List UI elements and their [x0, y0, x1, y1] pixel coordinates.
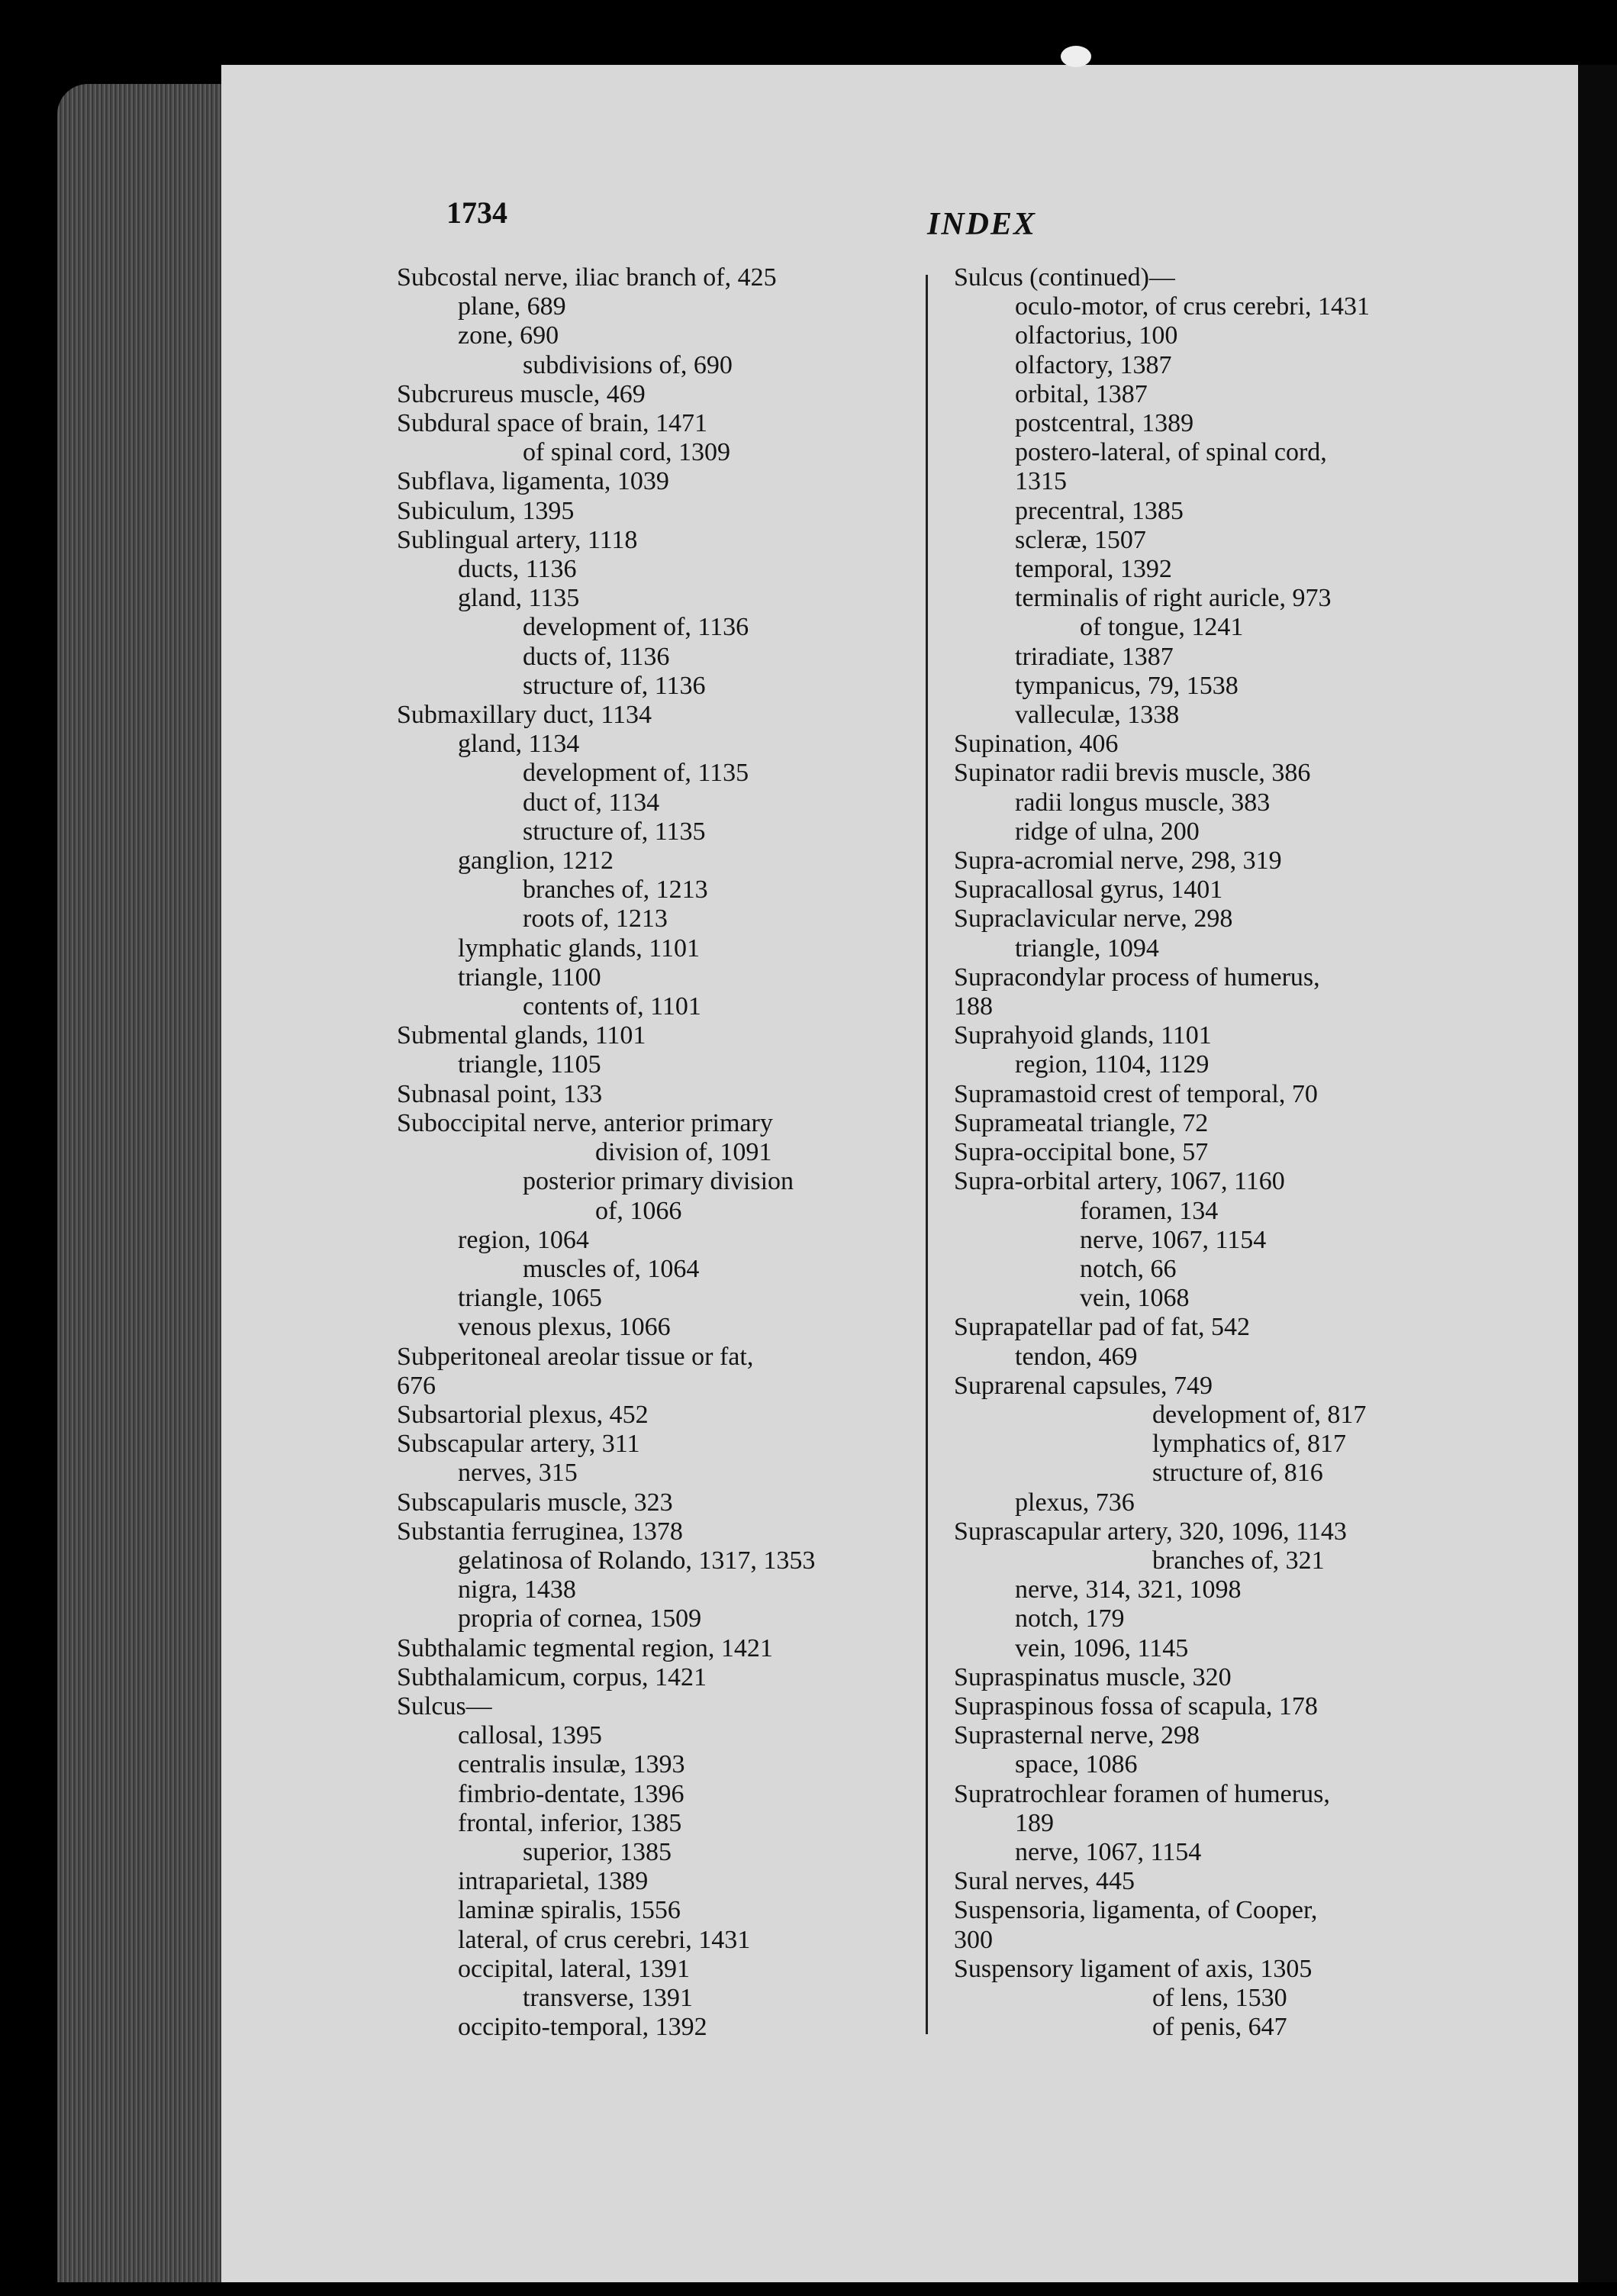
index-entry: structure of, 816 [1152, 1459, 1323, 1488]
index-entry: Subnasal point, 133 [397, 1079, 603, 1108]
index-entry: lateral, of crus cerebri, 1431 [458, 1925, 751, 1954]
index-entry: lymphatic glands, 1101 [458, 934, 700, 963]
index-entry: of spinal cord, 1309 [523, 438, 730, 467]
index-entry: Subthalamic tegmental region, 1421 [397, 1633, 773, 1662]
index-entry: foramen, 134 [1080, 1196, 1219, 1225]
index-entry: nigra, 1438 [458, 1575, 576, 1604]
index-entry: vein, 1096, 1145 [1015, 1633, 1189, 1662]
index-entry: Subiculum, 1395 [397, 496, 575, 525]
index-entry: occipital, lateral, 1391 [458, 1954, 690, 1983]
index-entry: Subsartorial plexus, 452 [397, 1400, 649, 1429]
index-entry: Subthalamicum, corpus, 1421 [397, 1662, 707, 1691]
index-entry: Suboccipital nerve, anterior primary [397, 1108, 773, 1137]
index-entry: Suspensory ligament of axis, 1305 [954, 1954, 1313, 1983]
index-entry: Supra-occipital bone, 57 [954, 1138, 1209, 1167]
index-entry: centralis insulæ, 1393 [458, 1750, 685, 1779]
index-entry: of lens, 1530 [1152, 1983, 1287, 2012]
index-entry: tendon, 469 [1015, 1342, 1138, 1371]
index-entry: nerve, 1067, 1154 [1015, 1837, 1202, 1866]
index-column-left [397, 263, 931, 2042]
column-divider [926, 275, 928, 2034]
index-entry: radii longus muscle, 383 [1015, 788, 1271, 817]
index-entry: roots of, 1213 [523, 905, 668, 934]
index-entry: Suprameatal triangle, 72 [954, 1108, 1209, 1137]
book-page-edges [57, 84, 221, 2282]
index-entry: notch, 179 [1015, 1604, 1125, 1633]
running-head: INDEX [927, 207, 1037, 242]
index-entry: duct of, 1134 [523, 788, 660, 817]
index-entry: gland, 1135 [458, 584, 580, 613]
index-entry: intraparietal, 1389 [458, 1867, 649, 1896]
index-entry: 676 [397, 1371, 436, 1400]
index-entry: contents of, 1101 [523, 992, 701, 1021]
index-entry: 188 [954, 992, 993, 1021]
index-entry: olfactory, 1387 [1015, 350, 1172, 379]
index-entry: laminæ spiralis, 1556 [458, 1896, 681, 1925]
index-entry: temporal, 1392 [1015, 555, 1172, 584]
index-entry: subdivisions of, 690 [523, 350, 733, 379]
index-entry: valleculæ, 1338 [1015, 701, 1180, 730]
index-entry: region, 1104, 1129 [1015, 1050, 1210, 1079]
index-entry: Sulcus (continued)— [954, 263, 1175, 292]
page-number: 1734 [446, 195, 507, 230]
index-entry: Substantia ferruginea, 1378 [397, 1517, 683, 1546]
index-entry: of penis, 647 [1152, 2013, 1287, 2042]
index-entry: nerves, 315 [458, 1459, 578, 1488]
index-entry: Supraspinatus muscle, 320 [954, 1662, 1232, 1691]
index-entry: 1315 [1015, 467, 1067, 496]
index-entry: Supracallosal gyrus, 1401 [954, 876, 1223, 905]
index-entry: development of, 817 [1152, 1400, 1367, 1429]
index-entry: Submaxillary duct, 1134 [397, 701, 652, 730]
index-entry: Suprasternal nerve, 298 [954, 1721, 1200, 1750]
index-entry: superior, 1385 [523, 1837, 672, 1866]
index-entry: postcentral, 1389 [1015, 409, 1194, 438]
index-entry: Suprascapular artery, 320, 1096, 1143 [954, 1517, 1347, 1546]
index-entry: ducts, 1136 [458, 555, 577, 584]
index-entry: of, 1066 [595, 1196, 682, 1225]
index-entry: triangle, 1105 [458, 1050, 601, 1079]
index-entry: vein, 1068 [1080, 1284, 1190, 1313]
index-entry: structure of, 1135 [523, 817, 706, 846]
index-entry: transverse, 1391 [523, 1983, 693, 2012]
index-entry: triangle, 1094 [1015, 934, 1159, 963]
scan-border [1578, 65, 1617, 2282]
index-entry: Supratrochlear foramen of humerus, [954, 1779, 1330, 1808]
index-entry: oculo-motor, of crus cerebri, 1431 [1015, 292, 1371, 321]
index-entry: Supraclavicular nerve, 298 [954, 905, 1233, 934]
index-entry: division of, 1091 [595, 1138, 772, 1167]
index-entry: 300 [954, 1925, 993, 1954]
index-entry: posterior primary division [523, 1167, 794, 1196]
index-entry: Supraspinous fossa of scapula, 178 [954, 1691, 1318, 1720]
index-entry: Sublingual artery, 1118 [397, 525, 638, 554]
index-entry: precentral, 1385 [1015, 496, 1184, 525]
index-entry: development of, 1136 [523, 613, 749, 642]
index-entry: tympanicus, 79, 1538 [1015, 671, 1239, 700]
index-entry: terminalis of right auricle, 973 [1015, 584, 1332, 613]
index-entry: Suprapatellar pad of fat, 542 [954, 1313, 1251, 1342]
index-entry: lymphatics of, 817 [1152, 1430, 1347, 1459]
index-entry: structure of, 1136 [523, 671, 706, 700]
index-entry: Subcostal nerve, iliac branch of, 425 [397, 263, 777, 292]
index-entry: propria of cornea, 1509 [458, 1604, 702, 1633]
index-entry: Supra-orbital artery, 1067, 1160 [954, 1167, 1285, 1196]
index-entry: branches of, 321 [1152, 1546, 1325, 1575]
index-entry: Subperitoneal areolar tissue or fat, [397, 1342, 754, 1371]
index-entry: ridge of ulna, 200 [1015, 817, 1200, 846]
index-entry: Subdural space of brain, 1471 [397, 409, 707, 438]
index-entry: plane, 689 [458, 292, 566, 321]
index-entry: callosal, 1395 [458, 1721, 602, 1750]
index-entry: gland, 1134 [458, 730, 580, 759]
index-entry: notch, 66 [1080, 1254, 1177, 1283]
index-entry: Subcrureus muscle, 469 [397, 379, 646, 408]
index-entry: Suspensoria, ligamenta, of Cooper, [954, 1896, 1318, 1925]
index-entry: scleræ, 1507 [1015, 525, 1146, 554]
index-entry: Subscapular artery, 311 [397, 1430, 640, 1459]
index-entry: Subscapularis muscle, 323 [397, 1488, 673, 1517]
index-entry: 189 [1015, 1808, 1054, 1837]
index-entry: Supramastoid crest of temporal, 70 [954, 1079, 1318, 1108]
index-entry: Sural nerves, 445 [954, 1867, 1135, 1896]
scan-smudge [1061, 46, 1091, 67]
index-entry: Supination, 406 [954, 730, 1119, 759]
index-entry: Subflava, ligamenta, 1039 [397, 467, 669, 496]
index-entry: Supinator radii brevis muscle, 386 [954, 759, 1311, 788]
index-entry: nerve, 314, 321, 1098 [1015, 1575, 1242, 1604]
index-entry: ducts of, 1136 [523, 642, 670, 671]
index-entry: Suprahyoid glands, 1101 [954, 1021, 1212, 1050]
index-entry: postero-lateral, of spinal cord, [1015, 438, 1327, 467]
index-entry: Supra-acromial nerve, 298, 319 [954, 846, 1282, 876]
index-entry: triangle, 1065 [458, 1284, 602, 1313]
index-entry: plexus, 736 [1015, 1488, 1135, 1517]
index-entry: olfactorius, 100 [1015, 321, 1178, 350]
index-entry: ganglion, 1212 [458, 846, 614, 876]
index-entry: of tongue, 1241 [1080, 613, 1244, 642]
index-entry: nerve, 1067, 1154 [1080, 1225, 1267, 1254]
index-entry: Sulcus— [397, 1691, 492, 1720]
index-entry: occipito-temporal, 1392 [458, 2013, 707, 2042]
index-entry: space, 1086 [1015, 1750, 1138, 1779]
index-entry: Suprarenal capsules, 749 [954, 1371, 1213, 1400]
index-column-right [954, 263, 1488, 2042]
index-entry: zone, 690 [458, 321, 559, 350]
index-entry: fimbrio-dentate, 1396 [458, 1779, 684, 1808]
index-entry: muscles of, 1064 [523, 1254, 700, 1283]
index-entry: development of, 1135 [523, 759, 749, 788]
index-entry: triangle, 1100 [458, 963, 601, 992]
index-entry: orbital, 1387 [1015, 379, 1148, 408]
index-entry: branches of, 1213 [523, 876, 708, 905]
index-entry: Submental glands, 1101 [397, 1021, 646, 1050]
index-entry: venous plexus, 1066 [458, 1313, 671, 1342]
index-entry: gelatinosa of Rolando, 1317, 1353 [458, 1546, 816, 1575]
index-entry: frontal, inferior, 1385 [458, 1808, 682, 1837]
index-entry: triradiate, 1387 [1015, 642, 1174, 671]
index-entry: region, 1064 [458, 1225, 589, 1254]
index-entry: Supracondylar process of humerus, [954, 963, 1320, 992]
